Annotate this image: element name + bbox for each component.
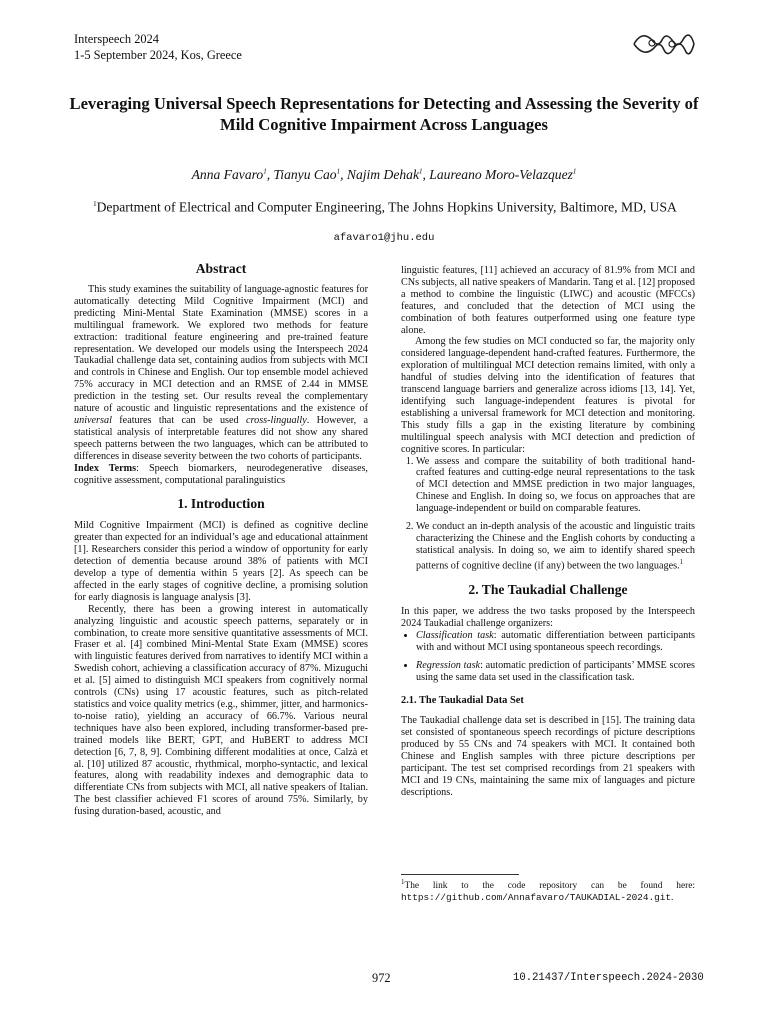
right-column (401, 265, 695, 799)
footnote (401, 877, 695, 904)
code-repository-link[interactable]: https://github.com/Annafavaro/TAUKADIAL-2024.git (401, 892, 672, 904)
taukadial-paragraph: In this paper, we address the two tasks proposed by the Interspeech 2024 Taukadial challenge organizers: (401, 606, 695, 629)
index-terms-label: Index Terms (74, 462, 137, 474)
page-number: 972 (372, 971, 391, 985)
dataset-paragraph: The Taukadial challenge data set is described in [15]. The training data set consisted of spontaneous speech recordings of picture descriptions produced by 55 CNs and 74 speakers with MCI. It contained both Chinese and English samples with three picture descriptions per participant. The test set comprised recordings from 21 speakers with MCI and 19 CNs, maintaining the same mix of languages and picture descriptions. (401, 715, 695, 798)
author-name: Laureano Moro-Velazquez (429, 167, 573, 182)
list-item-text: We conduct an in-depth analysis of the acoustic and linguistic traits characterizing the Chinese and the English cohorts by conducting a statistical analysis. In doing so, we aim to identify shared speech patterns of cognitive decline (if any) between the two languages. (416, 521, 695, 572)
affiliation (72, 195, 698, 217)
paper-title: Leveraging Universal Speech Representations for Detecting and Assessing the Severity of Mild Cognitive Impairment Across Languages (69, 94, 699, 134)
author-affiliation-mark: 1 (419, 167, 423, 176)
footnote-end: . (671, 893, 674, 904)
abstract-emphasis: cross-lingually (246, 414, 307, 426)
author-separator: , (340, 167, 347, 182)
subsection-heading: 2.1. The Taukadial Data Set (401, 695, 524, 707)
footnote-number: 1 (401, 878, 405, 886)
affiliation-text: Department of Electrical and Computer Engineering, The Johns Hopkins University, Baltimore, MD, USA (96, 199, 677, 215)
author-affiliation-mark: 1 (336, 167, 341, 176)
author-name: Tianyu Cao (273, 167, 337, 182)
left-column (74, 261, 368, 818)
author-email[interactable]: afavaro1@jhu.edu (333, 232, 435, 244)
intro-paragraph: Among the few studies on MCI conducted so far, the majority only considered language-dependent hand-crafted features. Furthermore, the exploration of multilingual MCI detection remains limited, with only a handful of studies delving into the identification of features that transcend language barriers and generalize across idioms [13, 14]. Yet, identifying such language-independent features is pivotal for establishing a universal framework for MCI detection and monitoring. This study fills a gap in the existing literature by combining multilingual speech analysis with MCI detection and prediction of cognitive scores. In particular: (401, 336, 695, 455)
affiliation-number: 1 (93, 200, 97, 208)
task-list (401, 630, 695, 684)
abstract-paragraph (74, 284, 368, 463)
conference-header (74, 31, 242, 63)
intro-paragraph-continued: linguistic features, [11] achieved an accuracy of 81.9% from MCI and CNs subjects, all native speakers of Mandarin. Tang et al. [12] proposed a method to combine the linguistic (LIWC) and acoustic (MFCCs) features, and concluded that the detection of MCI using the combination of both features outperformed using one feature type alone. (401, 265, 695, 336)
conference-dates-location: 1-5 September 2024, Kos, Greece (74, 48, 242, 62)
index-terms-text: : Speech biomarkers, neurodegenerative diseases, cognitive assessment, computational paralinguistics (74, 462, 368, 486)
task-label: Classification task (416, 629, 494, 641)
author-name: Anna Favaro (191, 167, 264, 182)
list-item (416, 630, 695, 654)
list-item (416, 521, 695, 572)
intro-paragraph: Mild Cognitive Impairment (MCI) is defined as cognitive decline greater than expected for an individual’s age and educational attainment [1]. Researchers consider this period a window of opportunity for early detection of dementia because around 38% of patients with MCI develop a type of dementia within 5 years [2]. As speech can be affected in the early stages of cognitive decline, a promising solution for early diagnosis is language analysis [3]. (74, 520, 368, 603)
author-list (60, 167, 708, 183)
author-affiliation-mark: 1 (572, 167, 577, 176)
footnote-rule (401, 874, 519, 875)
abstract-heading: Abstract (195, 261, 247, 276)
doi-link[interactable]: 10.21437/Interspeech.2024-2030 (513, 972, 704, 984)
abstract-emphasis: universal (74, 414, 112, 426)
conference-name: Interspeech 2024 (74, 32, 159, 46)
author-affiliation-mark: 1 (263, 167, 267, 176)
section-heading-introduction: 1. Introduction (177, 496, 265, 512)
task-label: Regression task (416, 659, 481, 671)
list-item-text: We assess and compare the suitability of both traditional hand-crafted features and cutting-edge neural representations to the task of MCI detection and MMSE prediction in two major languages, Chinese and English. In doing so, we focus on approaches that are language-independent or build on comparable features. (416, 455, 695, 515)
contribution-list (401, 456, 695, 573)
section-heading-taukadial: 2. The Taukadial Challenge (468, 582, 628, 598)
footnote-mark[interactable]: 1 (679, 557, 684, 566)
footnote-text: The link to the code repository can be found here: (404, 881, 695, 892)
task-text: : automatic differentiation between participants with and without MCI using spontaneous speech recordings. (416, 629, 695, 653)
conference-logo-icon (632, 26, 696, 62)
intro-paragraph: Recently, there has been a growing interest in automatically analyzing linguistic and acoustic speech patterns, separately or in combination, to create more sensitive quantitative assessments of MCI. Fraser et al. [4] combined Mini-Mental State Exam (MMSE) scores with linguistic features derived from narratives to identify MCI within a Swedish cohort, achieving a classification accuracy of 87%. Mizuguchi et al. [5] aimed to distinguish MCI speakers from cognitively normal controls (CNs) using 17 acoustic features, such as pitch-related statistics and voice quality metrics (e.g., shimmer, jitter, and harmonics-to-noise ratio), yielding an accuracy of 66.7%. Various neural techniques have also been explored, including transformer-based pre-trained models like BERT, GPT, and HuBERT to address MCI detection [6, 7, 8, 9]. Combining different modalities at once, Calzà et al. [10] utilized 87 acoustic, rhythmical, morpho-syntactic, and lexical features, along with readability indexes and demographic data to differentiate CNs from subjects with MCI, all native speakers of Italian. The best classifier achieved F1 scores of around 75%. Similarly, by fusing duration-based, acoustic, and (74, 603, 368, 818)
abstract-text: features that can be used (111, 414, 246, 426)
index-terms (74, 463, 368, 487)
author-name: Najim Dehak (346, 167, 419, 182)
abstract-text: . However, a statistical analysis of interpretable features did not show any shared speech patterns between the two languages, which can be attributed to differences in disease severity between the two cohorts of participants. (74, 414, 369, 462)
list-item (416, 660, 695, 684)
abstract-text: This study examines the suitability of language-agnostic features for automatically detecting Mild Cognitive Impairment (MCI) and predicting Mini-Mental State Examination (MMSE) scores in a multilingual framework. We explored two methods for feature extraction: traditional feature engineering and pre-trained feature representation. We developed our models using the Interspeech 2024 Taukadial challenge data set, containing audios from subjects with MCI and controls in Chinese and English. Our top ensemble model achieved 75% accuracy in MCI detection and an RMSE of 2.44 in MMSE prediction in the testing set. Our results reveal the complementary nature of acoustic and linguistic representations and the existence of (74, 284, 368, 415)
author-separator: , (422, 167, 430, 182)
list-item (416, 456, 695, 516)
author-separator: , (266, 167, 274, 182)
task-text: : automatic prediction of participants’ MMSE scores using the same data set used in the classification task. (416, 659, 695, 683)
